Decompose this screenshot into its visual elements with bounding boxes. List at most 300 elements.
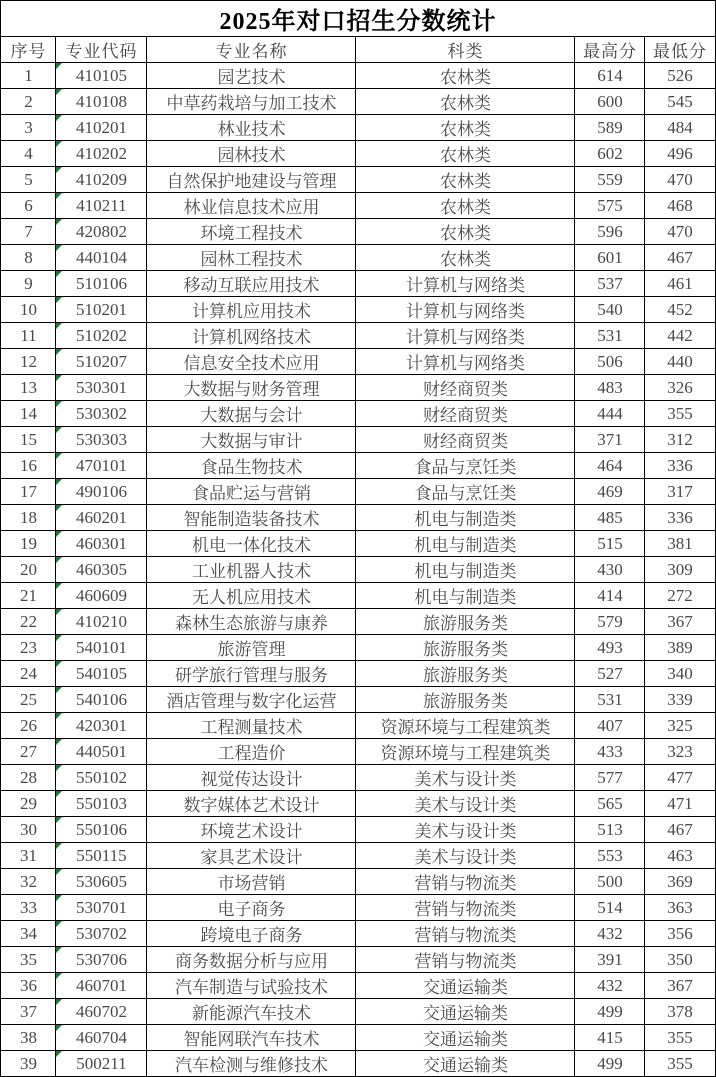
min-score-cell: 309 [645, 557, 715, 583]
table-row [1, 167, 715, 193]
col-header-min-score: 最低分 [645, 37, 715, 63]
major-code-text: 540105 [75, 663, 127, 683]
table-row [1, 609, 715, 635]
table-row [1, 557, 715, 583]
max-score-cell: 602 [575, 141, 645, 167]
subject-category-cell: 机电与制造类 [356, 557, 575, 583]
max-score-cell: 506 [575, 349, 645, 375]
subject-category-cell: 财经商贸类 [356, 427, 575, 453]
major-code-text: 420802 [75, 221, 127, 241]
min-score-cell: 477 [645, 765, 715, 791]
major-code-text: 530302 [75, 403, 127, 423]
major-code-cell [56, 141, 147, 167]
row-number-cell: 12 [1, 349, 56, 375]
major-code-text: 410108 [75, 91, 127, 111]
table-row [1, 401, 715, 427]
major-code-cell [56, 687, 147, 713]
subject-category-cell: 美术与设计类 [356, 817, 575, 843]
major-code-text: 470101 [75, 455, 127, 475]
green-triangle-icon [56, 1025, 62, 1031]
major-code-text: 460702 [75, 1001, 127, 1021]
subject-category-cell: 营销与物流类 [356, 921, 575, 947]
green-triangle-icon [56, 63, 62, 69]
major-name-cell: 计算机应用技术 [147, 297, 356, 323]
major-code-text: 500211 [76, 1053, 127, 1073]
table-row [1, 453, 715, 479]
row-number-cell: 8 [1, 245, 56, 271]
major-code-cell [56, 1051, 147, 1077]
subject-category-cell: 农林类 [356, 245, 575, 271]
subject-category-cell: 交通运输类 [356, 1025, 575, 1051]
table-row [1, 817, 715, 843]
max-score-cell: 540 [575, 297, 645, 323]
min-score-cell: 326 [645, 375, 715, 401]
major-name-cell: 旅游管理 [147, 635, 356, 661]
col-header-subject-category: 科类 [356, 37, 575, 63]
max-score-cell: 579 [575, 609, 645, 635]
max-score-cell: 565 [575, 791, 645, 817]
green-triangle-icon [56, 349, 62, 355]
table-row [1, 765, 715, 791]
major-code-text: 530701 [75, 897, 127, 917]
major-name-cell: 酒店管理与数字化运营 [147, 687, 356, 713]
row-number-cell: 25 [1, 687, 56, 713]
green-triangle-icon [56, 219, 62, 225]
major-name-cell: 信息安全技术应用 [147, 349, 356, 375]
major-code-cell [56, 895, 147, 921]
major-name-cell: 中草药栽培与加工技术 [147, 89, 356, 115]
row-number-cell: 7 [1, 219, 56, 245]
major-code-text: 410105 [75, 65, 127, 85]
major-name-cell: 计算机网络技术 [147, 323, 356, 349]
major-code-cell [56, 349, 147, 375]
green-triangle-icon [56, 869, 62, 875]
max-score-cell: 531 [575, 687, 645, 713]
min-score-cell: 323 [645, 739, 715, 765]
major-name-cell: 智能网联汽车技术 [147, 1025, 356, 1051]
row-number-cell: 11 [1, 323, 56, 349]
col-header-serial-number: 序号 [1, 37, 56, 63]
max-score-cell: 577 [575, 765, 645, 791]
table-row [1, 505, 715, 531]
max-score-cell: 432 [575, 921, 645, 947]
major-code-cell [56, 505, 147, 531]
subject-category-cell: 资源环境与工程建筑类 [356, 739, 575, 765]
major-code-text: 530702 [75, 923, 127, 943]
subject-category-cell: 机电与制造类 [356, 505, 575, 531]
major-name-cell: 市场营销 [147, 869, 356, 895]
table-row [1, 635, 715, 661]
major-name-cell: 智能制造装备技术 [147, 505, 356, 531]
subject-category-cell: 交通运输类 [356, 1051, 575, 1077]
row-number-cell: 6 [1, 193, 56, 219]
major-code-cell [56, 219, 147, 245]
major-code-cell [56, 713, 147, 739]
green-triangle-icon [56, 921, 62, 927]
row-number-cell: 36 [1, 973, 56, 999]
major-code-cell [56, 193, 147, 219]
subject-category-cell: 农林类 [356, 167, 575, 193]
table-row [1, 583, 715, 609]
row-number-cell: 2 [1, 89, 56, 115]
min-score-cell: 470 [645, 219, 715, 245]
major-code-text: 530301 [75, 377, 127, 397]
green-triangle-icon [56, 843, 62, 849]
major-name-cell: 园艺技术 [147, 63, 356, 89]
major-code-cell [56, 609, 147, 635]
row-number-cell: 14 [1, 401, 56, 427]
green-triangle-icon [56, 973, 62, 979]
max-score-cell: 575 [575, 193, 645, 219]
green-triangle-icon [56, 1051, 62, 1057]
row-number-cell: 29 [1, 791, 56, 817]
table-row [1, 349, 715, 375]
min-score-cell: 461 [645, 271, 715, 297]
max-score-cell: 514 [575, 895, 645, 921]
green-triangle-icon [56, 947, 62, 953]
subject-category-cell: 财经商贸类 [356, 375, 575, 401]
min-score-cell: 471 [645, 791, 715, 817]
max-score-cell: 430 [575, 557, 645, 583]
max-score-cell: 531 [575, 323, 645, 349]
major-name-cell: 工程测量技术 [147, 713, 356, 739]
min-score-cell: 496 [645, 141, 715, 167]
max-score-cell: 433 [575, 739, 645, 765]
min-score-cell: 468 [645, 193, 715, 219]
max-score-cell: 415 [575, 1025, 645, 1051]
major-name-cell: 机电一体化技术 [147, 531, 356, 557]
min-score-cell: 545 [645, 89, 715, 115]
major-name-cell: 电子商务 [147, 895, 356, 921]
major-code-text: 410201 [75, 117, 127, 137]
table-row [1, 141, 715, 167]
row-number-cell: 24 [1, 661, 56, 687]
max-score-cell: 469 [575, 479, 645, 505]
major-code-text: 510202 [75, 325, 127, 345]
row-number-cell: 22 [1, 609, 56, 635]
min-score-cell: 317 [645, 479, 715, 505]
major-code-cell [56, 843, 147, 869]
min-score-cell: 452 [645, 297, 715, 323]
major-name-cell: 新能源汽车技术 [147, 999, 356, 1025]
min-score-cell: 367 [645, 609, 715, 635]
major-name-cell: 研学旅行管理与服务 [147, 661, 356, 687]
green-triangle-icon [56, 765, 62, 771]
row-number-cell: 3 [1, 115, 56, 141]
table-row [1, 63, 715, 89]
major-name-cell: 家具艺术设计 [147, 843, 356, 869]
major-code-cell [56, 921, 147, 947]
subject-category-cell: 旅游服务类 [356, 609, 575, 635]
min-score-cell: 378 [645, 999, 715, 1025]
major-code-cell [56, 63, 147, 89]
max-score-cell: 601 [575, 245, 645, 271]
major-code-cell [56, 375, 147, 401]
subject-category-cell: 营销与物流类 [356, 947, 575, 973]
table-header-row [1, 37, 715, 63]
subject-category-cell: 机电与制造类 [356, 583, 575, 609]
max-score-cell: 596 [575, 219, 645, 245]
col-header-major-code: 专业代码 [56, 37, 147, 63]
green-triangle-icon [56, 89, 62, 95]
major-code-text: 540106 [75, 689, 127, 709]
green-triangle-icon [56, 999, 62, 1005]
major-code-text: 550103 [75, 793, 127, 813]
row-number-cell: 23 [1, 635, 56, 661]
row-number-cell: 5 [1, 167, 56, 193]
green-triangle-icon [56, 427, 62, 433]
table-row [1, 1025, 715, 1051]
major-code-cell [56, 791, 147, 817]
subject-category-cell: 食品与烹饪类 [356, 453, 575, 479]
subject-category-cell: 美术与设计类 [356, 765, 575, 791]
major-code-text: 460201 [75, 507, 127, 527]
row-number-cell: 34 [1, 921, 56, 947]
green-triangle-icon [56, 661, 62, 667]
max-score-cell: 527 [575, 661, 645, 687]
max-score-cell: 407 [575, 713, 645, 739]
major-code-cell [56, 817, 147, 843]
max-score-cell: 589 [575, 115, 645, 141]
table-row [1, 661, 715, 687]
max-score-cell: 537 [575, 271, 645, 297]
table-row [1, 115, 715, 141]
subject-category-cell: 农林类 [356, 193, 575, 219]
max-score-cell: 500 [575, 869, 645, 895]
major-code-text: 510201 [75, 299, 127, 319]
green-triangle-icon [56, 895, 62, 901]
max-score-cell: 444 [575, 401, 645, 427]
major-name-cell: 林业信息技术应用 [147, 193, 356, 219]
subject-category-cell: 计算机与网络类 [356, 271, 575, 297]
major-name-cell: 大数据与审计 [147, 427, 356, 453]
major-code-cell [56, 583, 147, 609]
row-number-cell: 19 [1, 531, 56, 557]
major-code-text: 540101 [75, 637, 127, 657]
major-code-text: 410210 [75, 611, 127, 631]
max-score-cell: 513 [575, 817, 645, 843]
table-body [1, 63, 715, 1077]
table-row [1, 843, 715, 869]
min-score-cell: 356 [645, 921, 715, 947]
green-triangle-icon [56, 713, 62, 719]
green-triangle-icon [56, 271, 62, 277]
table-row [1, 973, 715, 999]
min-score-cell: 484 [645, 115, 715, 141]
major-code-text: 460701 [75, 975, 127, 995]
major-code-text: 530605 [75, 871, 127, 891]
subject-category-cell: 资源环境与工程建筑类 [356, 713, 575, 739]
max-score-cell: 559 [575, 167, 645, 193]
major-code-cell [56, 401, 147, 427]
min-score-cell: 526 [645, 63, 715, 89]
major-name-cell: 园林技术 [147, 141, 356, 167]
subject-category-cell: 计算机与网络类 [356, 297, 575, 323]
major-code-cell [56, 635, 147, 661]
major-name-cell: 大数据与会计 [147, 401, 356, 427]
max-score-cell: 614 [575, 63, 645, 89]
major-code-text: 410202 [75, 143, 127, 163]
row-number-cell: 30 [1, 817, 56, 843]
green-triangle-icon [56, 193, 62, 199]
green-triangle-icon [56, 375, 62, 381]
min-score-cell: 272 [645, 583, 715, 609]
green-triangle-icon [56, 401, 62, 407]
major-name-cell: 跨境电子商务 [147, 921, 356, 947]
subject-category-cell: 计算机与网络类 [356, 323, 575, 349]
major-code-cell [56, 765, 147, 791]
major-name-cell: 工业机器人技术 [147, 557, 356, 583]
major-name-cell: 数字媒体艺术设计 [147, 791, 356, 817]
green-triangle-icon [56, 505, 62, 511]
min-score-cell: 325 [645, 713, 715, 739]
min-score-cell: 367 [645, 973, 715, 999]
major-code-cell [56, 869, 147, 895]
major-code-cell [56, 167, 147, 193]
green-triangle-icon [56, 635, 62, 641]
subject-category-cell: 营销与物流类 [356, 895, 575, 921]
row-number-cell: 37 [1, 999, 56, 1025]
table-row [1, 271, 715, 297]
green-triangle-icon [56, 557, 62, 563]
min-score-cell: 339 [645, 687, 715, 713]
max-score-cell: 414 [575, 583, 645, 609]
major-code-cell [56, 739, 147, 765]
major-code-cell [56, 479, 147, 505]
subject-category-cell: 食品与烹饪类 [356, 479, 575, 505]
row-number-cell: 32 [1, 869, 56, 895]
max-score-cell: 600 [575, 89, 645, 115]
table-row [1, 739, 715, 765]
subject-category-cell: 财经商贸类 [356, 401, 575, 427]
table-row [1, 193, 715, 219]
major-name-cell: 食品贮运与营销 [147, 479, 356, 505]
min-score-cell: 340 [645, 661, 715, 687]
major-code-text: 490106 [75, 481, 127, 501]
major-code-cell [56, 557, 147, 583]
green-triangle-icon [56, 141, 62, 147]
green-triangle-icon [56, 297, 62, 303]
subject-category-cell: 计算机与网络类 [356, 349, 575, 375]
min-score-cell: 381 [645, 531, 715, 557]
table-row [1, 869, 715, 895]
major-code-cell [56, 115, 147, 141]
major-code-cell [56, 453, 147, 479]
major-code-cell [56, 323, 147, 349]
subject-category-cell: 农林类 [356, 141, 575, 167]
green-triangle-icon [56, 323, 62, 329]
major-name-cell: 食品生物技术 [147, 453, 356, 479]
green-triangle-icon [56, 583, 62, 589]
max-score-cell: 371 [575, 427, 645, 453]
green-triangle-icon [56, 739, 62, 745]
min-score-cell: 440 [645, 349, 715, 375]
major-name-cell: 森林生态旅游与康养 [147, 609, 356, 635]
min-score-cell: 355 [645, 1025, 715, 1051]
min-score-cell: 355 [645, 1051, 715, 1077]
table-row [1, 895, 715, 921]
major-code-text: 440501 [75, 741, 127, 761]
major-code-text: 460704 [75, 1027, 127, 1047]
row-number-cell: 15 [1, 427, 56, 453]
subject-category-cell: 旅游服务类 [356, 661, 575, 687]
min-score-cell: 336 [645, 505, 715, 531]
col-header-major-name: 专业名称 [147, 37, 356, 63]
table-row [1, 687, 715, 713]
major-code-text: 460301 [75, 533, 127, 553]
min-score-cell: 389 [645, 635, 715, 661]
major-code-text: 440104 [75, 247, 127, 267]
major-name-cell: 环境工程技术 [147, 219, 356, 245]
major-code-text: 550115 [76, 845, 127, 865]
subject-category-cell: 营销与物流类 [356, 869, 575, 895]
subject-category-cell: 美术与设计类 [356, 791, 575, 817]
col-header-max-score: 最高分 [575, 37, 645, 63]
table-row [1, 219, 715, 245]
major-code-text: 410211 [76, 195, 127, 215]
major-code-text: 460305 [75, 559, 127, 579]
green-triangle-icon [56, 791, 62, 797]
row-number-cell: 27 [1, 739, 56, 765]
min-score-cell: 355 [645, 401, 715, 427]
max-score-cell: 553 [575, 843, 645, 869]
major-name-cell: 汽车检测与维修技术 [147, 1051, 356, 1077]
row-number-cell: 38 [1, 1025, 56, 1051]
subject-category-cell: 农林类 [356, 219, 575, 245]
table-row [1, 375, 715, 401]
major-name-cell: 移动互联应用技术 [147, 271, 356, 297]
major-name-cell: 大数据与财务管理 [147, 375, 356, 401]
table-row [1, 999, 715, 1025]
major-code-text: 510207 [75, 351, 127, 371]
major-name-cell: 自然保护地建设与管理 [147, 167, 356, 193]
major-code-text: 550102 [75, 767, 127, 787]
table-row [1, 297, 715, 323]
major-code-cell [56, 531, 147, 557]
row-number-cell: 39 [1, 1051, 56, 1077]
major-code-cell [56, 661, 147, 687]
row-number-cell: 17 [1, 479, 56, 505]
major-code-text: 460609 [75, 585, 127, 605]
major-code-text: 530303 [75, 429, 127, 449]
table-row [1, 921, 715, 947]
table-row [1, 245, 715, 271]
major-name-cell: 商务数据分析与应用 [147, 947, 356, 973]
major-code-cell [56, 297, 147, 323]
subject-category-cell: 交通运输类 [356, 999, 575, 1025]
green-triangle-icon [56, 245, 62, 251]
major-code-cell [56, 999, 147, 1025]
subject-category-cell: 机电与制造类 [356, 531, 575, 557]
min-score-cell: 470 [645, 167, 715, 193]
subject-category-cell: 旅游服务类 [356, 635, 575, 661]
table-row [1, 1051, 715, 1077]
min-score-cell: 312 [645, 427, 715, 453]
subject-category-cell: 美术与设计类 [356, 843, 575, 869]
row-number-cell: 21 [1, 583, 56, 609]
major-code-text: 510106 [75, 273, 127, 293]
row-number-cell: 1 [1, 63, 56, 89]
major-code-cell [56, 427, 147, 453]
max-score-cell: 485 [575, 505, 645, 531]
green-triangle-icon [56, 453, 62, 459]
subject-category-cell: 交通运输类 [356, 973, 575, 999]
row-number-cell: 9 [1, 271, 56, 297]
major-code-text: 420301 [75, 715, 127, 735]
row-number-cell: 26 [1, 713, 56, 739]
major-code-text: 410209 [75, 169, 127, 189]
max-score-cell: 483 [575, 375, 645, 401]
